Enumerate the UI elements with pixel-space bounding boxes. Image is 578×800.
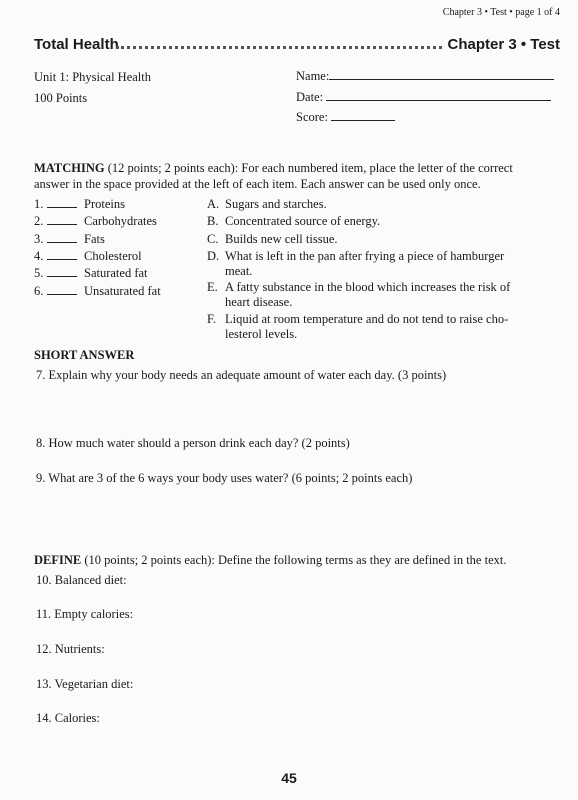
item-number: 5. xyxy=(34,266,44,280)
define-term: 14. Calories: xyxy=(36,711,100,725)
answer-blank[interactable] xyxy=(47,224,77,225)
date-field[interactable] xyxy=(296,90,551,105)
question-7: 7. Explain why your body needs an adequate amount of water each day. (3 points) xyxy=(36,368,447,382)
page-number: 45 xyxy=(281,770,297,786)
dotted-leader xyxy=(116,46,442,49)
matching-heading: MATCHING xyxy=(34,161,105,175)
item-number: 3. xyxy=(34,232,44,246)
answer-text: Sugars and starches. xyxy=(225,197,327,211)
date-label: Date: xyxy=(296,90,324,104)
matching-term: Fats xyxy=(84,232,105,246)
test-header xyxy=(34,34,560,58)
answer-letter: A. xyxy=(207,197,220,211)
answer-letter: B. xyxy=(207,214,219,228)
matching-item xyxy=(34,249,77,264)
matching-item xyxy=(34,284,77,299)
matching-item xyxy=(34,197,77,212)
date-line[interactable] xyxy=(326,100,551,101)
define-term: 10. Balanced diet: xyxy=(36,573,127,587)
answer-blank[interactable] xyxy=(47,276,77,277)
answer-letter: D. xyxy=(207,249,220,263)
answer-text-cont: lesterol levels. xyxy=(225,327,298,341)
score-field[interactable] xyxy=(296,110,395,125)
matching-item xyxy=(34,214,77,229)
name-field[interactable] xyxy=(296,69,554,84)
answer-text-cont: heart disease. xyxy=(225,295,293,309)
name-line[interactable] xyxy=(329,79,554,80)
short-answer-heading: SHORT ANSWER xyxy=(34,348,135,362)
matching-item xyxy=(34,232,77,247)
item-number: 2. xyxy=(34,214,44,228)
matching-instructions-line1: (12 points; 2 points each): For each numbered item, place the letter of the correct xyxy=(107,161,513,175)
unit-label: Unit 1: Physical Health xyxy=(34,70,151,84)
answer-blank[interactable] xyxy=(47,207,77,208)
item-number: 4. xyxy=(34,249,44,263)
answer-blank[interactable] xyxy=(47,259,77,260)
matching-instructions-line2: answer in the space provided at the left of each item. Each answer can be used only once. xyxy=(34,177,481,191)
running-header: Chapter 3 • Test • page 1 of 4 xyxy=(442,7,560,18)
define-instructions-text: (10 points; 2 points each): Define the following terms as they are defined in the text. xyxy=(84,553,507,567)
answer-text-cont: meat. xyxy=(225,264,253,278)
matching-item xyxy=(34,266,77,281)
matching-term: Carbohydrates xyxy=(84,214,157,228)
question-8: 8. How much water should a person drink each day? (2 points) xyxy=(36,436,350,450)
book-title: Total Health xyxy=(34,36,119,53)
answer-text: Concentrated source of energy. xyxy=(225,214,381,228)
matching-term: Cholesterol xyxy=(84,249,142,263)
answer-blank[interactable] xyxy=(47,242,77,243)
score-label: Score: xyxy=(296,110,328,124)
name-label: Name: xyxy=(296,69,330,83)
define-heading: DEFINE xyxy=(34,553,82,567)
matching-term: Proteins xyxy=(84,197,125,211)
points-label: 100 Points xyxy=(34,91,88,105)
define-term: 12. Nutrients: xyxy=(36,642,105,656)
answer-letter: E. xyxy=(207,280,218,294)
score-line[interactable] xyxy=(331,120,395,121)
define-instructions xyxy=(34,553,506,568)
define-term: 11. Empty calories: xyxy=(36,607,134,621)
matching-term: Saturated fat xyxy=(84,266,148,280)
item-number: 6. xyxy=(34,284,44,298)
answer-text: Builds new cell tissue. xyxy=(225,232,338,246)
answer-blank[interactable] xyxy=(47,294,77,295)
item-number: 1. xyxy=(34,197,44,211)
chapter-title: Chapter 3 • Test xyxy=(447,36,560,53)
answer-text: What is left in the pan after frying a piece of hamburger xyxy=(225,249,505,263)
matching-term: Unsaturated fat xyxy=(84,284,161,298)
define-term: 13. Vegetarian diet: xyxy=(36,677,134,691)
answer-text: A fatty substance in the blood which increases the risk of xyxy=(225,280,511,294)
question-9: 9. What are 3 of the 6 ways your body uses water? (6 points; 2 points each) xyxy=(36,471,413,485)
matching-instructions xyxy=(34,161,513,176)
answer-text: Liquid at room temperature and do not tend to raise cho- xyxy=(225,312,509,326)
answer-letter: C. xyxy=(207,232,219,246)
answer-letter: F. xyxy=(207,312,217,326)
